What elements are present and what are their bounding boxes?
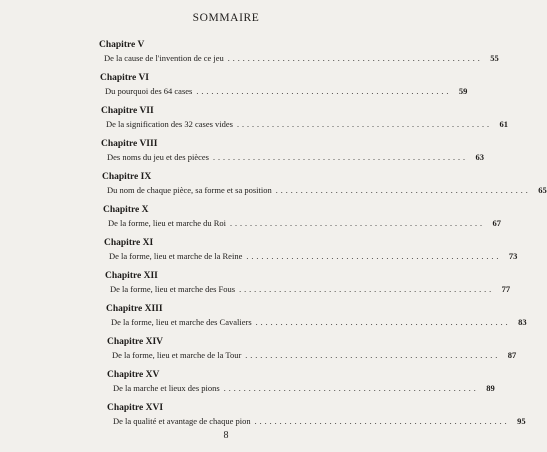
toc-entry <box>99 238 518 271</box>
dot-leader: ................................................... <box>255 318 511 327</box>
dot-leader: ................................................... <box>196 87 452 96</box>
toc-line <box>113 416 526 426</box>
page-number: 83 <box>518 317 527 327</box>
dot-leader: ................................................... <box>237 120 492 129</box>
dot-leader: ................................................... <box>246 252 502 261</box>
chapter-heading: Chapitre X <box>103 205 149 215</box>
toc-entry <box>99 106 508 139</box>
toc-line <box>108 218 502 228</box>
chapter-heading: Chapitre XIV <box>107 337 164 347</box>
page-number: 95 <box>517 416 526 426</box>
toc-line <box>106 119 508 129</box>
chapter-heading: Chapitre V <box>99 40 145 50</box>
toc-entry <box>99 370 495 403</box>
dot-leader: ................................................... <box>239 285 495 294</box>
chapter-description: De la forme, lieu et marche du Roi <box>108 218 227 228</box>
dot-leader: ................................................... <box>227 54 483 63</box>
chapter-description: De la forme, lieu et marche des Cavaliers <box>111 317 252 327</box>
chapter-heading: Chapitre XV <box>107 370 160 380</box>
chapter-heading: Chapitre VI <box>100 73 150 83</box>
chapter-description: De la forme, lieu et marche de la Reine <box>109 251 243 261</box>
dot-leader: ................................................... <box>275 186 531 195</box>
toc-line <box>110 284 511 294</box>
chapter-description: De la forme, lieu et marche des Fous <box>110 284 236 294</box>
chapter-heading: Chapitre XII <box>105 271 158 281</box>
chapter-description: De la forme, lieu et marche de la Tour <box>112 350 242 360</box>
chapter-heading: Chapitre VIII <box>101 139 158 149</box>
page-number: 65 <box>538 185 547 195</box>
toc-line <box>107 152 484 162</box>
toc-line <box>109 251 518 261</box>
chapter-description: De la signification des 32 cases vides <box>106 119 233 129</box>
toc-line <box>107 185 547 195</box>
page-folio: 8 <box>223 430 229 441</box>
dot-leader: ................................................... <box>230 219 486 228</box>
toc-line <box>113 383 495 393</box>
chapter-description: Des noms du jeu et des pièces <box>107 152 209 162</box>
dot-leader: ................................................... <box>245 351 501 360</box>
table-of-contents <box>99 40 547 436</box>
chapter-heading: Chapitre XIII <box>106 304 163 314</box>
toc-entry <box>99 271 511 304</box>
page-number: 61 <box>499 119 508 129</box>
toc-entry <box>99 304 527 337</box>
page-number: 73 <box>508 251 518 261</box>
toc-entry <box>99 205 502 238</box>
toc-entry <box>99 337 517 370</box>
toc-line <box>104 53 499 63</box>
chapter-heading: Chapitre IX <box>102 172 152 182</box>
chapter-heading: Chapitre VII <box>101 106 154 116</box>
chapter-description: Du pourquoi des 64 cases <box>105 86 193 96</box>
chapter-heading: Chapitre XVI <box>107 403 164 413</box>
chapter-description: Du nom de chaque pièce, sa forme et sa position <box>107 185 272 195</box>
chapter-description: De la marche et lieux des pions <box>113 383 220 393</box>
chapter-description: De la cause de l'invention de ce jeu <box>104 53 224 63</box>
dot-leader: ................................................... <box>223 384 479 393</box>
toc-line <box>111 317 527 327</box>
page-number: 63 <box>475 152 484 162</box>
chapter-description: De la qualité et avantage de chaque pion <box>113 416 251 426</box>
page-title: SOMMAIRE <box>192 12 260 24</box>
chapter-heading: Chapitre XI <box>104 238 154 248</box>
page-number: 59 <box>458 86 468 96</box>
page-number: 89 <box>486 383 495 393</box>
page-number: 77 <box>501 284 511 294</box>
page-number: 87 <box>507 350 517 360</box>
dot-leader: ................................................... <box>212 153 468 162</box>
toc-entry <box>99 40 499 73</box>
toc-entry <box>99 139 484 172</box>
toc-line <box>105 86 468 96</box>
dot-leader: ................................................... <box>254 417 510 426</box>
toc-line <box>112 350 517 360</box>
page-number: 55 <box>490 53 499 63</box>
page-number: 67 <box>492 218 502 228</box>
toc-entry <box>99 73 468 106</box>
toc-entry <box>99 172 547 205</box>
